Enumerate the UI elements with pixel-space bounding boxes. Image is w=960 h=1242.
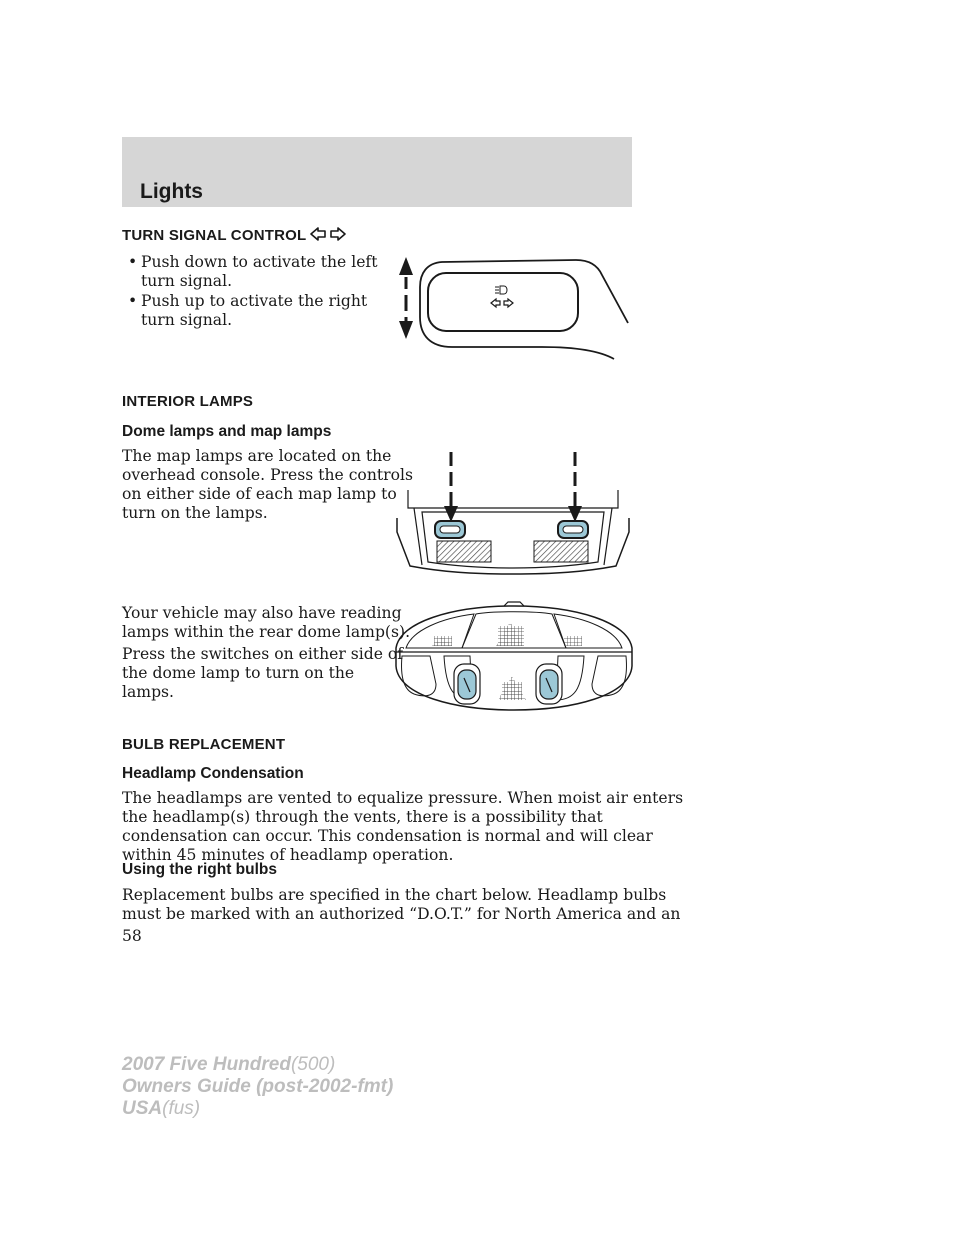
reading-lamps-paragraph xyxy=(122,604,410,642)
down-arrow-icon xyxy=(399,321,413,339)
turn-signal-heading-text: TURN SIGNAL CONTROL xyxy=(122,227,307,244)
up-arrow-icon xyxy=(399,257,413,275)
footer-model-code: (500) xyxy=(290,1054,336,1075)
turn-signal-heading xyxy=(122,226,346,244)
bulb-replacement-heading: BULB REPLACEMENT xyxy=(122,736,286,753)
interior-lamps-heading: INTERIOR LAMPS xyxy=(122,393,254,410)
footer-model: 2007 Five Hundred xyxy=(122,1054,291,1075)
text-line: overhead console. Press the controls xyxy=(122,466,413,484)
text-line: lamps. xyxy=(122,683,175,701)
headlamp-condensation-subheading: Headlamp Condensation xyxy=(122,765,304,782)
footer-guide: Owners Guide (post-2002-fmt) xyxy=(122,1076,394,1097)
footer-market-code: (fus) xyxy=(162,1098,201,1119)
text-line: the dome lamp to turn on the xyxy=(122,664,355,682)
document-footer xyxy=(122,1054,393,1120)
turn-signal-bullet-1: • Push down to activate the left turn signal. xyxy=(128,253,378,290)
text-line: within 45 minutes of headlamp operation. xyxy=(122,846,454,864)
right-bulbs-paragraph xyxy=(122,886,680,924)
dome-switch-paragraph xyxy=(122,645,403,702)
text-line: on either side of each map lamp to xyxy=(122,485,397,503)
dome-map-lamps-subheading: Dome lamps and map lamps xyxy=(122,423,332,440)
bullet-text: Push down to activate the left turn signal. xyxy=(141,253,378,290)
text-line: must be marked with an authorized “D.O.T.” for North America and an xyxy=(122,905,681,923)
text-line: Press the switches on either side of xyxy=(122,645,404,663)
text-line: Your vehicle may also have reading xyxy=(122,604,402,622)
rear-dome-lamp-figure xyxy=(392,600,637,715)
turn-signal-bullet-2: • Push up to activate the right turn signal. xyxy=(128,292,368,329)
footer-market: USA xyxy=(122,1098,163,1119)
condensation-paragraph xyxy=(122,789,683,865)
text-line: turn on the lamps. xyxy=(122,504,268,522)
section-title: Lights xyxy=(140,180,203,203)
text-line: condensation can occur. This condensation is normal and will clear xyxy=(122,827,653,845)
turn-arrows-small-icon xyxy=(491,299,513,307)
text-line: The map lamps are located on the xyxy=(122,447,392,465)
text-line: the headlamp(s) through the vents, there is a possibility that xyxy=(122,808,603,826)
page-number: 58 xyxy=(122,927,142,945)
right-bulbs-subheading: Using the right bulbs xyxy=(122,861,277,878)
text-line: The headlamps are vented to equalize pressure. When moist air enters xyxy=(122,789,684,807)
bullet-text: Push up to activate the right turn signal. xyxy=(141,292,368,329)
headlamp-icon xyxy=(495,286,507,294)
text-line: Replacement bulbs are specified in the chart below. Headlamp bulbs xyxy=(122,886,667,904)
turn-signal-arrows-icon xyxy=(310,226,346,242)
text-line: lamps within the rear dome lamp(s). xyxy=(122,623,411,641)
turn-signal-lever-figure xyxy=(392,255,637,365)
overhead-console-figure xyxy=(392,450,637,580)
map-lamps-paragraph xyxy=(122,447,413,523)
